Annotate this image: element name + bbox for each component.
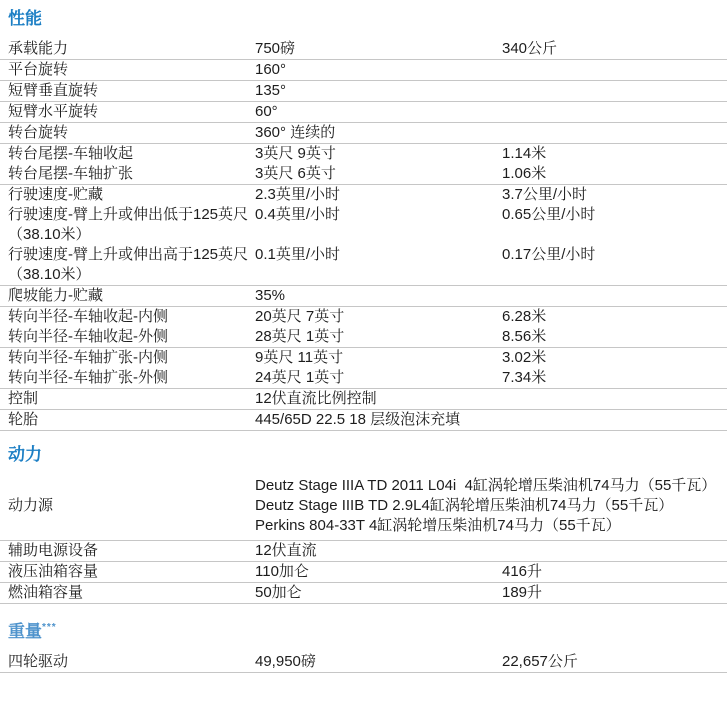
spec-value-line: Perkins 804-33T 4缸涡轮增压柴油机74马力（55千瓦） — [255, 517, 621, 534]
spec-value-primary: 28英尺 1英寸 — [255, 328, 345, 345]
spec-value-primary: 20英尺 7英寸 — [255, 308, 345, 325]
spec-row-performance-0 — [0, 39, 727, 60]
spec-label: 动力源 — [8, 497, 54, 514]
spec-label: 行驶速度-贮藏 — [8, 186, 103, 203]
spec-value-primary: 12伏直流比例控制 — [255, 390, 377, 407]
spec-label: 燃油箱容量 — [8, 584, 84, 601]
spec-label: 短臂水平旋转 — [8, 103, 99, 120]
spec-row-performance-4 — [0, 123, 727, 144]
spec-row-performance-7 — [0, 185, 727, 205]
spec-value-primary: 0.1英里/小时 — [255, 246, 341, 263]
spec-label: 转向半径-车轴收起-外侧 — [8, 328, 168, 345]
spec-label: 转台旋转 — [8, 124, 69, 141]
spec-row-performance-3 — [0, 102, 727, 123]
spec-value-metric: 3.7公里/小时 — [502, 186, 588, 203]
spec-label: 转向半径-车轴扩张-外侧 — [8, 369, 168, 386]
section-title-performance: 性能 — [8, 9, 42, 28]
spec-value-line: Deutz Stage IIIA TD 2011 L04i 4缸涡轮增压柴油机74马力（55千瓦） — [255, 477, 717, 494]
spec-row-power-2 — [0, 562, 727, 583]
spec-value-line: Deutz Stage IIIB TD 2.9L4缸涡轮增压柴油机74马力（55千瓦） — [255, 497, 674, 514]
section-title-power: 动力 — [8, 445, 42, 464]
spec-value-metric: 1.06米 — [502, 165, 547, 182]
spec-row-power-1 — [0, 541, 727, 562]
spec-label: 四轮驱动 — [8, 653, 69, 670]
spec-row-performance-8 — [0, 205, 727, 245]
spec-label: 转台尾摆-车轴扩张 — [8, 165, 133, 182]
spec-value-primary: 12伏直流 — [255, 542, 317, 559]
spec-label: 行驶速度-臂上升或伸出低于125英尺（38.10米） — [8, 206, 249, 243]
spec-row-performance-9 — [0, 245, 727, 286]
spec-row-performance-10 — [0, 286, 727, 307]
spec-label: 辅助电源设备 — [8, 542, 99, 559]
spec-value-metric: 1.14米 — [502, 145, 547, 162]
spec-row-performance-11 — [0, 307, 727, 327]
spec-row-power-3 — [0, 583, 727, 604]
spec-value-primary: 0.4英里/小时 — [255, 206, 341, 223]
spec-row-performance-5 — [0, 144, 727, 164]
spec-value-primary: 360° 连续的 — [255, 124, 336, 141]
spec-value-primary: 2.3英里/小时 — [255, 186, 341, 203]
spec-value-metric: 416升 — [502, 563, 543, 580]
spec-value-primary: 49,950磅 — [255, 653, 316, 670]
spec-value-primary: 35% — [255, 287, 286, 304]
spec-value-metric: 0.65公里/小时 — [502, 206, 596, 223]
spec-row-performance-16 — [0, 410, 727, 431]
spec-value-primary: 135° — [255, 82, 287, 99]
spec-value-metric: 340公斤 — [502, 40, 558, 57]
spec-row-power-0 — [0, 475, 727, 541]
spec-row-performance-2 — [0, 81, 727, 102]
spec-table-power — [0, 475, 727, 604]
spec-value-metric: 0.17公里/小时 — [502, 246, 596, 263]
spec-row-performance-14 — [0, 368, 727, 389]
spec-value-primary: 750磅 — [255, 40, 296, 57]
spec-value-primary: 24英尺 1英寸 — [255, 369, 345, 386]
spec-label: 承载能力 — [8, 40, 69, 57]
spec-value-primary — [255, 476, 727, 536]
spec-value-primary: 50加仑 — [255, 584, 302, 601]
spec-table-weight — [0, 652, 727, 673]
spec-row-performance-12 — [0, 327, 727, 348]
spec-label: 液压油箱容量 — [8, 563, 99, 580]
spec-value-primary: 9英尺 11英寸 — [255, 349, 344, 366]
spec-row-performance-1 — [0, 60, 727, 81]
spec-label: 轮胎 — [8, 411, 39, 428]
spec-value-metric: 189升 — [502, 584, 543, 601]
spec-value-primary: 160° — [255, 61, 287, 78]
spec-row-performance-6 — [0, 164, 727, 185]
spec-value-metric: 7.34米 — [502, 369, 547, 386]
spec-row-performance-13 — [0, 348, 727, 368]
spec-value-metric: 8.56米 — [502, 328, 547, 345]
spec-label: 短臂垂直旋转 — [8, 82, 99, 99]
section-title-footnote-stars: *** — [42, 622, 57, 633]
spec-label: 行驶速度-臂上升或伸出高于125英尺（38.10米） — [8, 246, 249, 283]
spec-table-performance — [0, 39, 727, 431]
spec-label: 平台旋转 — [8, 61, 69, 78]
spec-row-performance-15 — [0, 389, 727, 410]
spec-value-primary: 3英尺 6英寸 — [255, 165, 336, 182]
spec-value-primary: 60° — [255, 103, 278, 120]
spec-value-primary: 445/65D 22.5 18 层级泡沫充填 — [255, 411, 461, 428]
spec-label: 转向半径-车轴收起-内侧 — [8, 308, 168, 325]
spec-value-metric: 22,657公斤 — [502, 653, 578, 670]
spec-label: 转台尾摆-车轴收起 — [8, 145, 133, 162]
spec-value-metric: 6.28米 — [502, 308, 547, 325]
spec-label: 控制 — [8, 390, 39, 407]
section-title-weight: 重量*** — [8, 622, 57, 641]
spec-value-primary: 3英尺 9英寸 — [255, 145, 336, 162]
spec-label: 转向半径-车轴扩张-内侧 — [8, 349, 168, 366]
spec-sections-container — [0, 8, 727, 673]
spec-label: 爬坡能力-贮藏 — [8, 287, 103, 304]
spec-value-metric: 3.02米 — [502, 349, 547, 366]
spec-row-weight-0 — [0, 652, 727, 673]
spec-value-primary: 110加仑 — [255, 563, 309, 580]
